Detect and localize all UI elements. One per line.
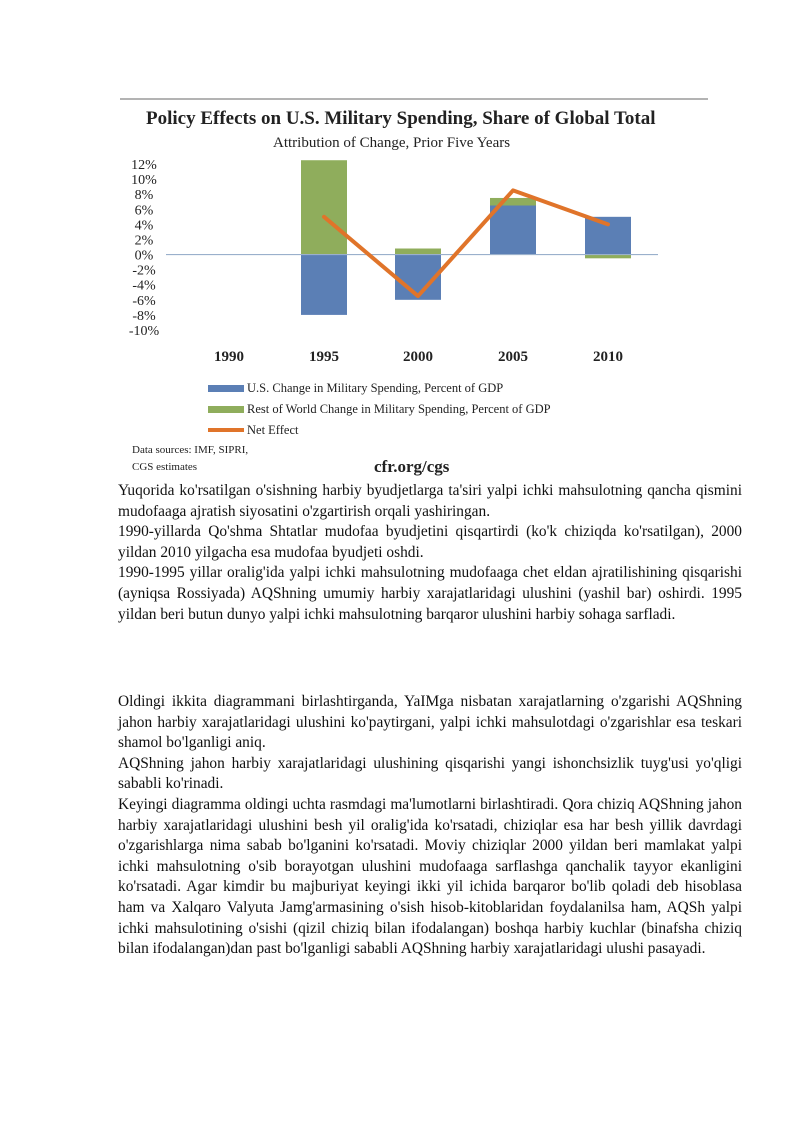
y-tick-label: 6% (134, 203, 154, 219)
paragraph: Oldingi ikkita diagrammani birlashtirganda, YaIMga nisbatan xarajatlarning o'zgarishi AQShning jahon harbiy xarajatlaridagi ulushini ko'paytirgani, yalpi ichki mahsulotdagi o'zgarishlar esa teskari shamol bo'lganligi aniq. (118, 693, 742, 752)
plot-area (129, 158, 658, 365)
y-tick-label: -8% (132, 308, 156, 324)
paragraph: 1990-1995 yillar oralig'ida yalpi ichki mahsulotning mudofaaga chet eldan ajratilishining qisqarishi (ayniqsa Rossiyada) AQShning umumiy harbiy xarajatlaridagi ulushini (yashil bar) oshirdi. 1995 yildan beri butun dunyo yalpi ichki mahsulotning barqaror ulushini harbiy sohaga sarfladi. (118, 564, 742, 623)
y-tick-label: -2% (132, 263, 156, 279)
source-line-2: CGS estimates (132, 461, 198, 473)
bar (490, 198, 536, 206)
chart-title: Policy Effects on U.S. Military Spending, Share of Global Total (146, 108, 656, 129)
y-tick-label: 4% (134, 218, 154, 234)
bar (395, 249, 441, 255)
y-tick-label: -10% (128, 324, 160, 339)
y-tick-label: 2% (134, 233, 154, 249)
legend-label: U.S. Change in Military Spending, Percent of GDP (247, 381, 504, 395)
paragraph: 1990-yillarda Qo'shma Shtatlar mudofaa byudjetini qisqartirdi (ko'k chiziqda ko'rsatilgan), 2000 yildan 2010 yilgacha esa mudofaa byudjeti oshdi. (118, 523, 742, 561)
text-block-2 (118, 692, 742, 960)
chart-legend (208, 381, 551, 437)
y-tick-label: -4% (132, 278, 156, 294)
legend-swatch (208, 406, 244, 413)
source-line-1: Data sources: IMF, SIPRI, (132, 444, 249, 456)
chart-svg (118, 98, 710, 478)
chart-figure (118, 98, 710, 478)
legend-swatch (208, 385, 244, 392)
legend-label: Rest of World Change in Military Spending, Percent of GDP (247, 402, 551, 416)
y-tick-label: 8% (134, 188, 154, 204)
paragraph: Keyingi diagramma oldingi uchta rasmdagi ma'lumotlarni birlashtiradi. Qora chiziq AQShning jahon harbiy xarajatlaridagi ulushini besh yil oralig'ida ko'rsatadi, chiziqlar esa har besh yillik davrdagi o'zgarishlarga nima sabab bo'lganini ko'rsatadi. Moviy chiziqlar 2000 yildan beri mamlakat yalpi ichki mahsulotning o'sib borayotgan ulushini mudofaaga sarflashga qanchalik tayyor ekanligini ko'rsatadi. Agar kimdir bu majburiyat keyingi ikki yil ichida barqaror bo'lib qoladi deb hisoblasa ham va Xalqaro Valyuta Jamg'armasining o'sish hisob-kitoblaridan foydalanilsa ham, AQSh yalpi ichki mahsulotining o'sishi (qizil chiziq bilan ifodalangan) boshqa harbiy kuchlar (binafsha chiziq bilan ifodalangan)dan past bo'lganligi sababli AQShning harbiy xarajatlaridagi ulushi pasayadi. (118, 795, 742, 958)
x-tick-label: 1990 (214, 349, 244, 365)
bar (301, 160, 347, 254)
text-block-1 (118, 481, 742, 625)
paragraph: Yuqorida ko'rsatilgan o'sishning harbiy byudjetlarga ta'siri yalpi ichki mahsulotning qancha qismini mudofaaga ajratish siyosatini o'zgartirish orqali yashiringan. (118, 482, 742, 520)
legend-label: Net Effect (247, 423, 299, 437)
x-tick-label: 2000 (403, 349, 433, 365)
x-tick-label: 1995 (309, 349, 339, 365)
y-tick-label: 0% (134, 248, 154, 264)
y-tick-label: 10% (131, 173, 157, 189)
paragraph: AQShning jahon harbiy xarajatlaridagi ulushining qisqarishi yangi ishonchsizlik tuyg'usi yo'qligi sababli ko'rinadi. (118, 754, 742, 793)
x-tick-label: 2010 (593, 349, 623, 365)
chart-subtitle: Attribution of Change, Prior Five Years (273, 135, 511, 151)
x-tick-label: 2005 (498, 349, 528, 365)
net-effect-line (324, 190, 608, 296)
y-tick-label: -6% (132, 293, 156, 309)
bar (490, 206, 536, 255)
y-tick-label: 12% (131, 158, 157, 173)
chart-credit: cfr.org/cgs (374, 457, 450, 476)
bar (301, 255, 347, 315)
